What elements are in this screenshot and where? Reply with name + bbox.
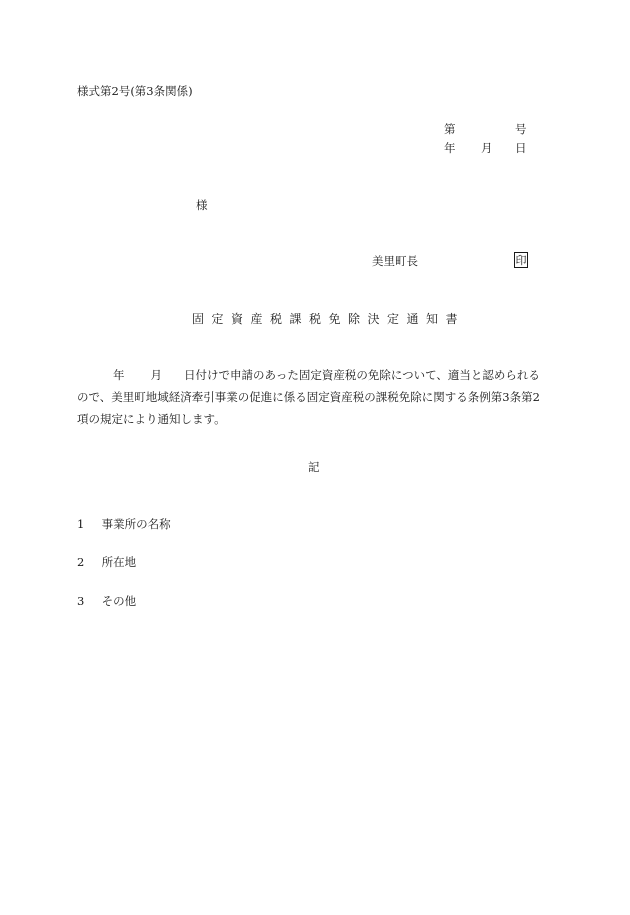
body-line2: ので、美里町地域経済牽引事業の促進に係る固定資産税の課税免除に関する条例第3条第2 <box>77 390 540 404</box>
item-label: その他 <box>101 594 137 608</box>
item-label: 事業所の名称 <box>101 517 171 531</box>
form-label: 様式第2号(第3条関係) <box>77 84 193 98</box>
date-month: 月 <box>481 141 493 155</box>
issuer: 美里町長 <box>372 254 418 268</box>
addressee-suffix: 様 <box>196 198 208 212</box>
body-line1: 日付けで申請のあった固定資産税の免除について、適当と認められる <box>184 368 540 382</box>
item-3 <box>77 596 136 608</box>
seal-stamp: 印 <box>515 253 527 267</box>
item-number: 3 <box>77 594 85 608</box>
body-text <box>77 364 555 430</box>
item-1 <box>77 519 171 531</box>
item-number: 1 <box>77 517 85 531</box>
document-title: 固定資産税課税免除決定通知書 <box>192 312 466 326</box>
body-line3: 項の規定により通知します。 <box>77 412 226 426</box>
body-year: 年 <box>113 368 125 382</box>
ki-heading: 記 <box>308 460 320 474</box>
date-day: 日 <box>515 141 527 155</box>
date-year: 年 <box>444 141 456 155</box>
doc-number-prefix: 第 <box>444 122 456 136</box>
item-2 <box>77 557 136 569</box>
doc-number-suffix: 号 <box>515 122 527 136</box>
body-month: 月 <box>150 368 162 382</box>
item-label: 所在地 <box>101 555 137 569</box>
item-number: 2 <box>77 555 85 569</box>
